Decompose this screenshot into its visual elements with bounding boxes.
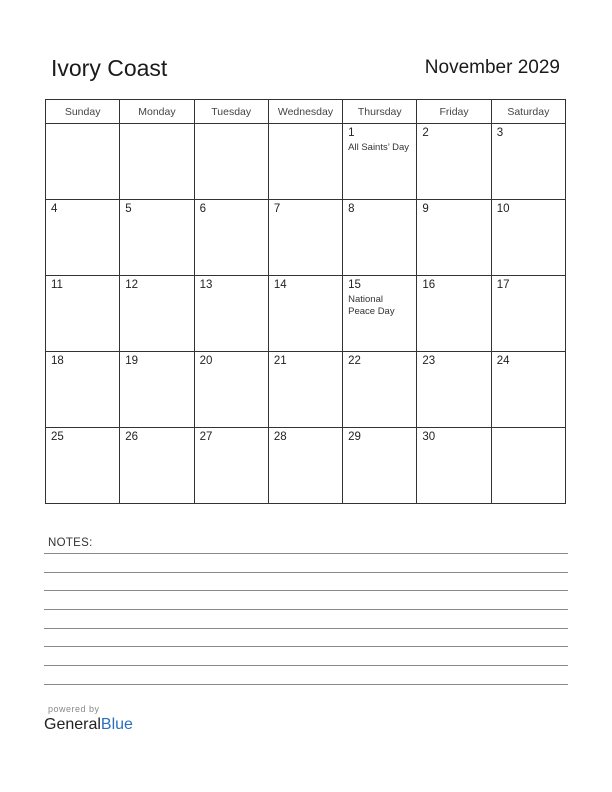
weekday-tuesday: Tuesday (194, 100, 268, 124)
week-row (46, 276, 566, 352)
week-row (46, 428, 566, 504)
day-number: 19 (125, 355, 139, 367)
day-number: 14 (273, 279, 287, 291)
day-number: 23 (422, 355, 436, 367)
calendar-grid (45, 99, 566, 504)
day-cell (194, 276, 268, 352)
notes-label: NOTES: (48, 537, 93, 549)
week-row (46, 352, 566, 428)
day-number: 20 (199, 355, 213, 367)
day-number: 17 (496, 279, 510, 291)
day-cell (343, 428, 417, 504)
notes-line (44, 665, 568, 666)
day-cell (491, 352, 565, 428)
day-number: 13 (199, 279, 213, 291)
day-cell (46, 124, 120, 200)
weekday-saturday: Saturday (491, 100, 565, 124)
day-cell (46, 352, 120, 428)
country-title: Ivory Coast (51, 55, 168, 81)
notes-line (44, 553, 568, 554)
day-number: 7 (273, 203, 281, 215)
day-number: 29 (348, 431, 361, 443)
week-row (46, 200, 566, 276)
day-cell (268, 276, 342, 352)
day-number: 4 (51, 203, 58, 215)
day-number: 6 (199, 203, 206, 215)
weekday-header-row (46, 100, 566, 124)
day-cell (343, 352, 417, 428)
day-cell (194, 200, 268, 276)
weekday-thursday: Thursday (343, 100, 417, 124)
day-number: 9 (422, 203, 429, 215)
notes-line (44, 590, 568, 591)
holiday-label: National Peace Day (348, 294, 395, 317)
day-number: 12 (125, 279, 139, 291)
day-number: 22 (348, 355, 361, 367)
day-cell (491, 124, 565, 200)
generalblue-logo (44, 716, 133, 734)
day-cell (268, 200, 342, 276)
day-cell (417, 276, 491, 352)
brand-blue: Blue (100, 716, 133, 733)
day-cell (46, 276, 120, 352)
day-cell (491, 276, 565, 352)
notes-line (44, 572, 568, 573)
day-cell (46, 200, 120, 276)
weekday-wednesday: Wednesday (268, 100, 342, 124)
day-number: 11 (51, 279, 63, 291)
day-number: 28 (273, 431, 287, 443)
day-number: 26 (125, 431, 139, 443)
day-number: 1 (348, 127, 355, 139)
day-cell (343, 124, 417, 200)
day-number: 10 (496, 203, 510, 215)
day-cell (120, 352, 194, 428)
month-year-title: November 2029 (424, 57, 560, 78)
day-cell (343, 276, 417, 352)
day-number: 25 (51, 431, 64, 443)
day-cell (120, 124, 194, 200)
day-cell (417, 200, 491, 276)
day-cell (268, 124, 342, 200)
notes-line (44, 684, 568, 685)
weekday-monday: Monday (120, 100, 194, 124)
day-cell (343, 200, 417, 276)
day-number: 24 (496, 355, 510, 367)
day-cell (417, 428, 491, 504)
day-cell (194, 352, 268, 428)
notes-line (44, 646, 568, 647)
day-cell (120, 276, 194, 352)
day-cell (491, 200, 565, 276)
notes-line (44, 609, 568, 610)
day-number: 16 (422, 279, 436, 291)
notes-line (44, 628, 568, 629)
day-cell (46, 428, 120, 504)
day-cell (194, 124, 268, 200)
day-number: 18 (51, 355, 64, 367)
day-number: 15 (348, 279, 361, 291)
week-row (46, 124, 566, 200)
day-cell (194, 428, 268, 504)
day-cell (268, 428, 342, 504)
weekday-friday: Friday (417, 100, 491, 124)
day-number: 30 (422, 431, 436, 443)
holiday-label: All Saints’ Day (348, 142, 410, 153)
powered-by-text: powered by (48, 704, 100, 714)
day-number: 27 (199, 431, 213, 443)
day-number: 21 (273, 355, 287, 367)
day-cell (120, 200, 194, 276)
day-cell (491, 428, 565, 504)
brand-general: General (44, 716, 101, 733)
day-number: 3 (496, 127, 504, 139)
day-cell (120, 428, 194, 504)
day-cell (417, 352, 491, 428)
day-cell (417, 124, 491, 200)
day-cell (268, 352, 342, 428)
weekday-sunday: Sunday (46, 100, 120, 124)
day-number: 5 (125, 203, 132, 215)
day-number: 8 (348, 203, 355, 215)
day-number: 2 (422, 127, 429, 139)
